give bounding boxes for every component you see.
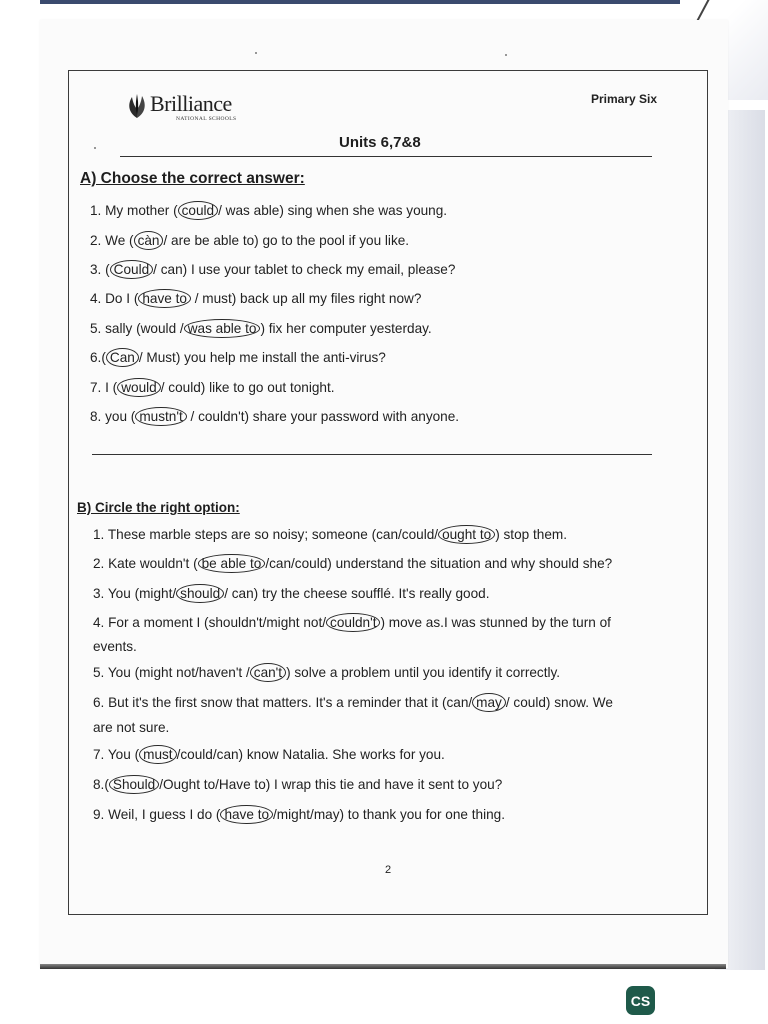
question-text: 1. My mother (: [90, 203, 178, 218]
section-divider: [92, 454, 652, 455]
logo-subtitle: NATIONAL SCHOOLS: [176, 116, 237, 122]
circled-answer: could: [178, 201, 219, 220]
question-text: ) solve a problem until you identify it correctly.: [286, 665, 561, 680]
section-a-heading: A) Choose the correct answer:: [80, 170, 305, 187]
question-text: /might/may) to thank you for one thing.: [273, 807, 506, 822]
question-text: / are be able to) go to the pool if you like.: [163, 233, 410, 248]
question-text: 8. you (: [90, 409, 136, 424]
question-a3: [90, 261, 455, 279]
question-text: /could/can) know Natalia. She works for you.: [176, 747, 445, 762]
question-text: 5. You (might not/haven't /: [93, 665, 250, 680]
question-text: 5. sally (would /: [90, 321, 184, 336]
question-text: / Must) you help me install the anti-virus?: [138, 350, 386, 365]
circled-answer: can't: [250, 663, 286, 682]
question-text: / could) snow. We: [505, 695, 613, 710]
question-text: 9. Weil, I guess I do (: [93, 807, 221, 822]
question-text: 2. We (: [90, 233, 134, 248]
scan-bottom-edge: [40, 964, 726, 969]
question-text: ) fix her computer yesterday.: [260, 321, 432, 336]
question-text: 1. These marble steps are so noisy; someone (can/could/: [93, 527, 439, 542]
page-number: 2: [385, 864, 392, 876]
question-text: / could) like to go out tonight.: [160, 380, 335, 395]
question-text: 2. Kate wouldn't (: [93, 556, 198, 571]
title-rule: [120, 156, 652, 157]
circled-answer: have to: [220, 805, 273, 824]
question-text: 6.(: [90, 350, 106, 365]
circled-answer: Should: [109, 775, 159, 794]
question-b2: [93, 555, 612, 573]
question-text: 4. For a moment I (shouldn't/might not/: [93, 615, 327, 630]
circled-answer: must: [139, 745, 176, 764]
circled-answer: ought to: [438, 525, 495, 544]
question-b7: [93, 746, 445, 764]
question-text: /can/could) understand the situation and why should she?: [265, 556, 613, 571]
question-text: 8.(: [93, 777, 109, 792]
circled-answer: Could: [110, 260, 154, 279]
leaf-icon: [126, 93, 148, 119]
question-a8: [90, 408, 459, 426]
question-text: / can) try the cheese soufflé. It's really good.: [224, 586, 490, 601]
circled-answer: should: [176, 584, 224, 603]
circled-answer: have to: [138, 289, 191, 308]
question-text: 3. You (might/: [93, 586, 177, 601]
question-a1: [90, 202, 447, 220]
question-text: / couldn't) share your password with anyone.: [186, 409, 460, 424]
question-text: /Ought to/Have to) I wrap this tie and have it sent to you?: [159, 777, 503, 792]
question-text: / can) I use your tablet to check my email, please?: [153, 262, 456, 277]
logo-name: Brilliance: [150, 91, 232, 116]
school-logo: [126, 93, 236, 122]
section-b-heading: B) Circle the right option:: [77, 500, 240, 515]
question-b3: [93, 585, 490, 603]
speck: [505, 54, 507, 56]
circled-answer: would: [117, 378, 161, 397]
question-text: 7. You (: [93, 747, 140, 762]
circled-answer: càn: [134, 231, 164, 250]
grade-label: Primary Six: [591, 92, 658, 106]
question-b4-continued: events.: [93, 639, 137, 654]
scanner-watermark-icon: CS: [626, 986, 655, 1015]
circled-answer: be able to: [198, 554, 266, 573]
question-text: / was able) sing when she was young.: [218, 203, 448, 218]
circled-answer: couldn't: [326, 613, 380, 632]
question-a2: [90, 232, 409, 250]
question-text: / must) back up all my files right now?: [190, 291, 422, 306]
scan-top-edge: [40, 0, 680, 4]
units-title: Units 6,7&8: [339, 134, 421, 151]
circled-answer: may: [472, 693, 506, 712]
question-b6: [93, 694, 613, 712]
question-text: 6. But it's the first snow that matters. It's a reminder that it (can/: [93, 695, 473, 710]
question-a6: [90, 349, 386, 367]
circled-answer: mustn't: [135, 407, 186, 426]
speck: [255, 52, 257, 54]
circled-answer: Can: [106, 348, 139, 367]
question-b1: [93, 526, 567, 544]
question-b4: [93, 614, 611, 632]
question-a5: [90, 320, 432, 338]
question-text: ) move as.I was stunned by the turn of: [380, 615, 611, 630]
question-b8: [93, 776, 502, 794]
question-a7: [90, 379, 335, 397]
question-b5: [93, 664, 560, 682]
question-text: 4. Do I (: [90, 291, 139, 306]
question-text: ) stop them.: [495, 527, 567, 542]
circled-answer: was able to: [184, 319, 261, 338]
question-text: 7. I (: [90, 380, 118, 395]
question-b9: [93, 806, 505, 824]
question-b6-continued: are not sure.: [93, 720, 170, 735]
question-text: 3. (: [90, 262, 110, 277]
question-a4: [90, 290, 421, 308]
